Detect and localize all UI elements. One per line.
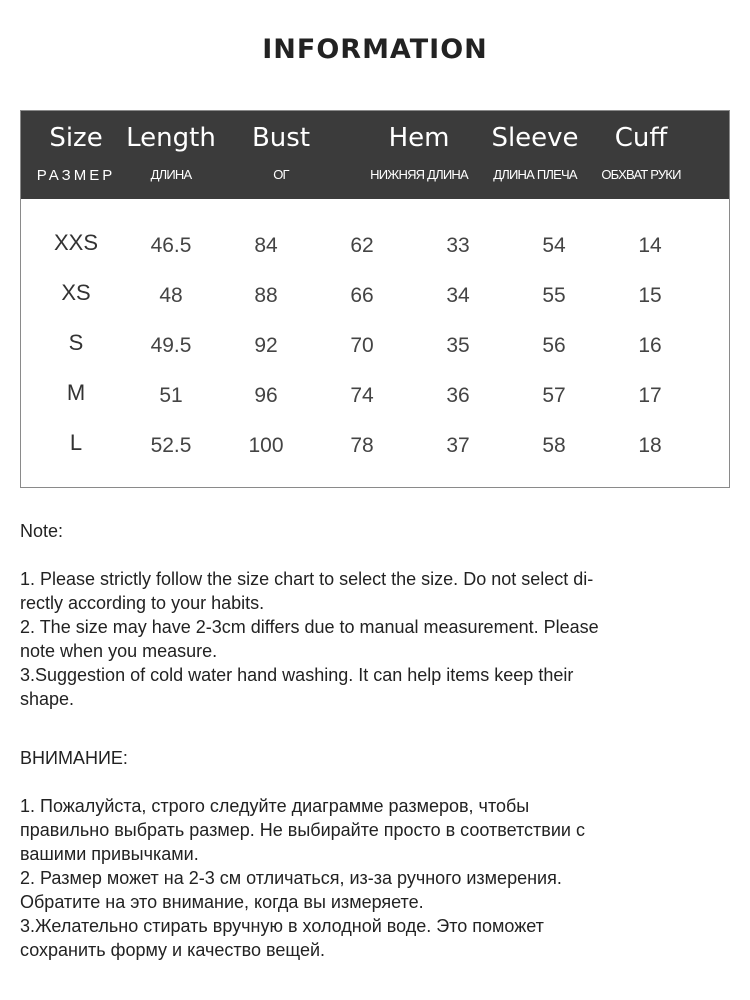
hem-cell: 74 <box>350 384 374 407</box>
table-row <box>21 330 729 384</box>
header-size <box>21 111 131 199</box>
note-item-ru: 1. Пожалуйста, строго следуйте диаграмме размеров, чтобы правильно выбрать размер. Не выбирайте просто в соответствии с вашими привычками. <box>20 796 585 864</box>
header-sleeve-label-ru: ДЛИНА ПЛЕЧА <box>493 167 577 182</box>
hem-cell: 70 <box>350 334 374 357</box>
cuff-cell: 55 <box>542 284 566 307</box>
header-sleeve <box>485 111 585 199</box>
note-item: 3.Suggestion of cold water hand washing. It can help items keep their shape. <box>20 665 574 709</box>
bust-cell: 92 <box>254 334 278 357</box>
sleeve-cell: 37 <box>446 434 470 457</box>
header-length-label-ru: ДЛИНА <box>150 167 192 182</box>
bust-cell: 96 <box>254 384 278 407</box>
note-item-ru: 3.Желательно стирать вручную в холодной воде. Это поможет сохранить форму и качество вещей. <box>20 916 544 960</box>
hem-cell: 78 <box>350 434 374 457</box>
note-item: 1. Please strictly follow the size chart to select the size. Do not select di- rectly according to your habits. <box>20 569 594 613</box>
header-cuff <box>591 111 691 199</box>
note-item-ru: 2. Размер может на 2-3 см отличаться, из-за ручного измерения. Обратите на это внимание, когда вы измеряете. <box>20 868 562 912</box>
size-cell: XS <box>61 280 91 305</box>
length-cell: 49.5 <box>150 334 192 357</box>
header-size-label-ru: РАЗМЕР <box>36 167 116 184</box>
russian-notes <box>20 746 735 962</box>
note-heading-ru: ВНИМАНИЕ: <box>20 748 128 768</box>
header-bust-label-ru: ОГ <box>273 167 289 182</box>
note-item: 2. The size may have 2-3cm differs due to manual measurement. Please note when you measure. <box>20 617 599 661</box>
hem-cell: 66 <box>350 284 374 307</box>
header-cuff-label: Cuff <box>614 123 668 153</box>
header-cuff-label-ru: ОБХВАТ РУКИ <box>601 167 681 182</box>
bust-cell: 84 <box>254 234 278 257</box>
sleeve-cell: 33 <box>446 234 470 257</box>
size-cell: S <box>68 330 84 355</box>
extra-cell: 16 <box>638 334 662 357</box>
size-cell: M <box>66 380 86 405</box>
bust-cell: 88 <box>254 284 278 307</box>
table-row <box>21 380 729 434</box>
cuff-cell: 57 <box>542 384 566 407</box>
length-cell: 48 <box>159 284 183 307</box>
cuff-cell: 56 <box>542 334 566 357</box>
extra-cell: 14 <box>638 234 662 257</box>
header-bust <box>231 111 331 199</box>
extra-cell: 15 <box>638 284 662 307</box>
header-hem-label-ru: НИЖНЯЯ ДЛИНА <box>370 167 468 182</box>
bust-cell: 100 <box>248 434 284 457</box>
sleeve-cell: 36 <box>446 384 470 407</box>
page-title: INFORMATION <box>262 34 488 65</box>
length-cell: 51 <box>159 384 183 407</box>
size-cell: L <box>69 430 83 455</box>
header-hem-label: Hem <box>388 123 450 153</box>
table-row <box>21 230 729 284</box>
table-row <box>21 430 729 484</box>
note-heading: Note: <box>20 521 64 541</box>
cuff-cell: 54 <box>542 234 566 257</box>
english-notes <box>20 519 735 711</box>
header-bust-label: Bust <box>251 123 311 153</box>
length-cell: 52.5 <box>150 434 192 457</box>
cuff-cell: 58 <box>542 434 566 457</box>
header-hem <box>359 111 479 199</box>
header-sleeve-label: Sleeve <box>491 123 579 153</box>
size-chart-table <box>20 110 730 488</box>
header-length-label: Length <box>126 123 216 153</box>
table-header <box>21 111 729 199</box>
header-size-label: Size <box>49 123 103 153</box>
size-cell: XXS <box>53 230 99 255</box>
extra-cell: 18 <box>638 434 662 457</box>
header-length <box>121 111 221 199</box>
extra-cell: 17 <box>638 384 662 407</box>
length-cell: 46.5 <box>150 234 192 257</box>
sleeve-cell: 35 <box>446 334 470 357</box>
sleeve-cell: 34 <box>446 284 470 307</box>
table-row <box>21 280 729 334</box>
hem-cell: 62 <box>350 234 374 257</box>
